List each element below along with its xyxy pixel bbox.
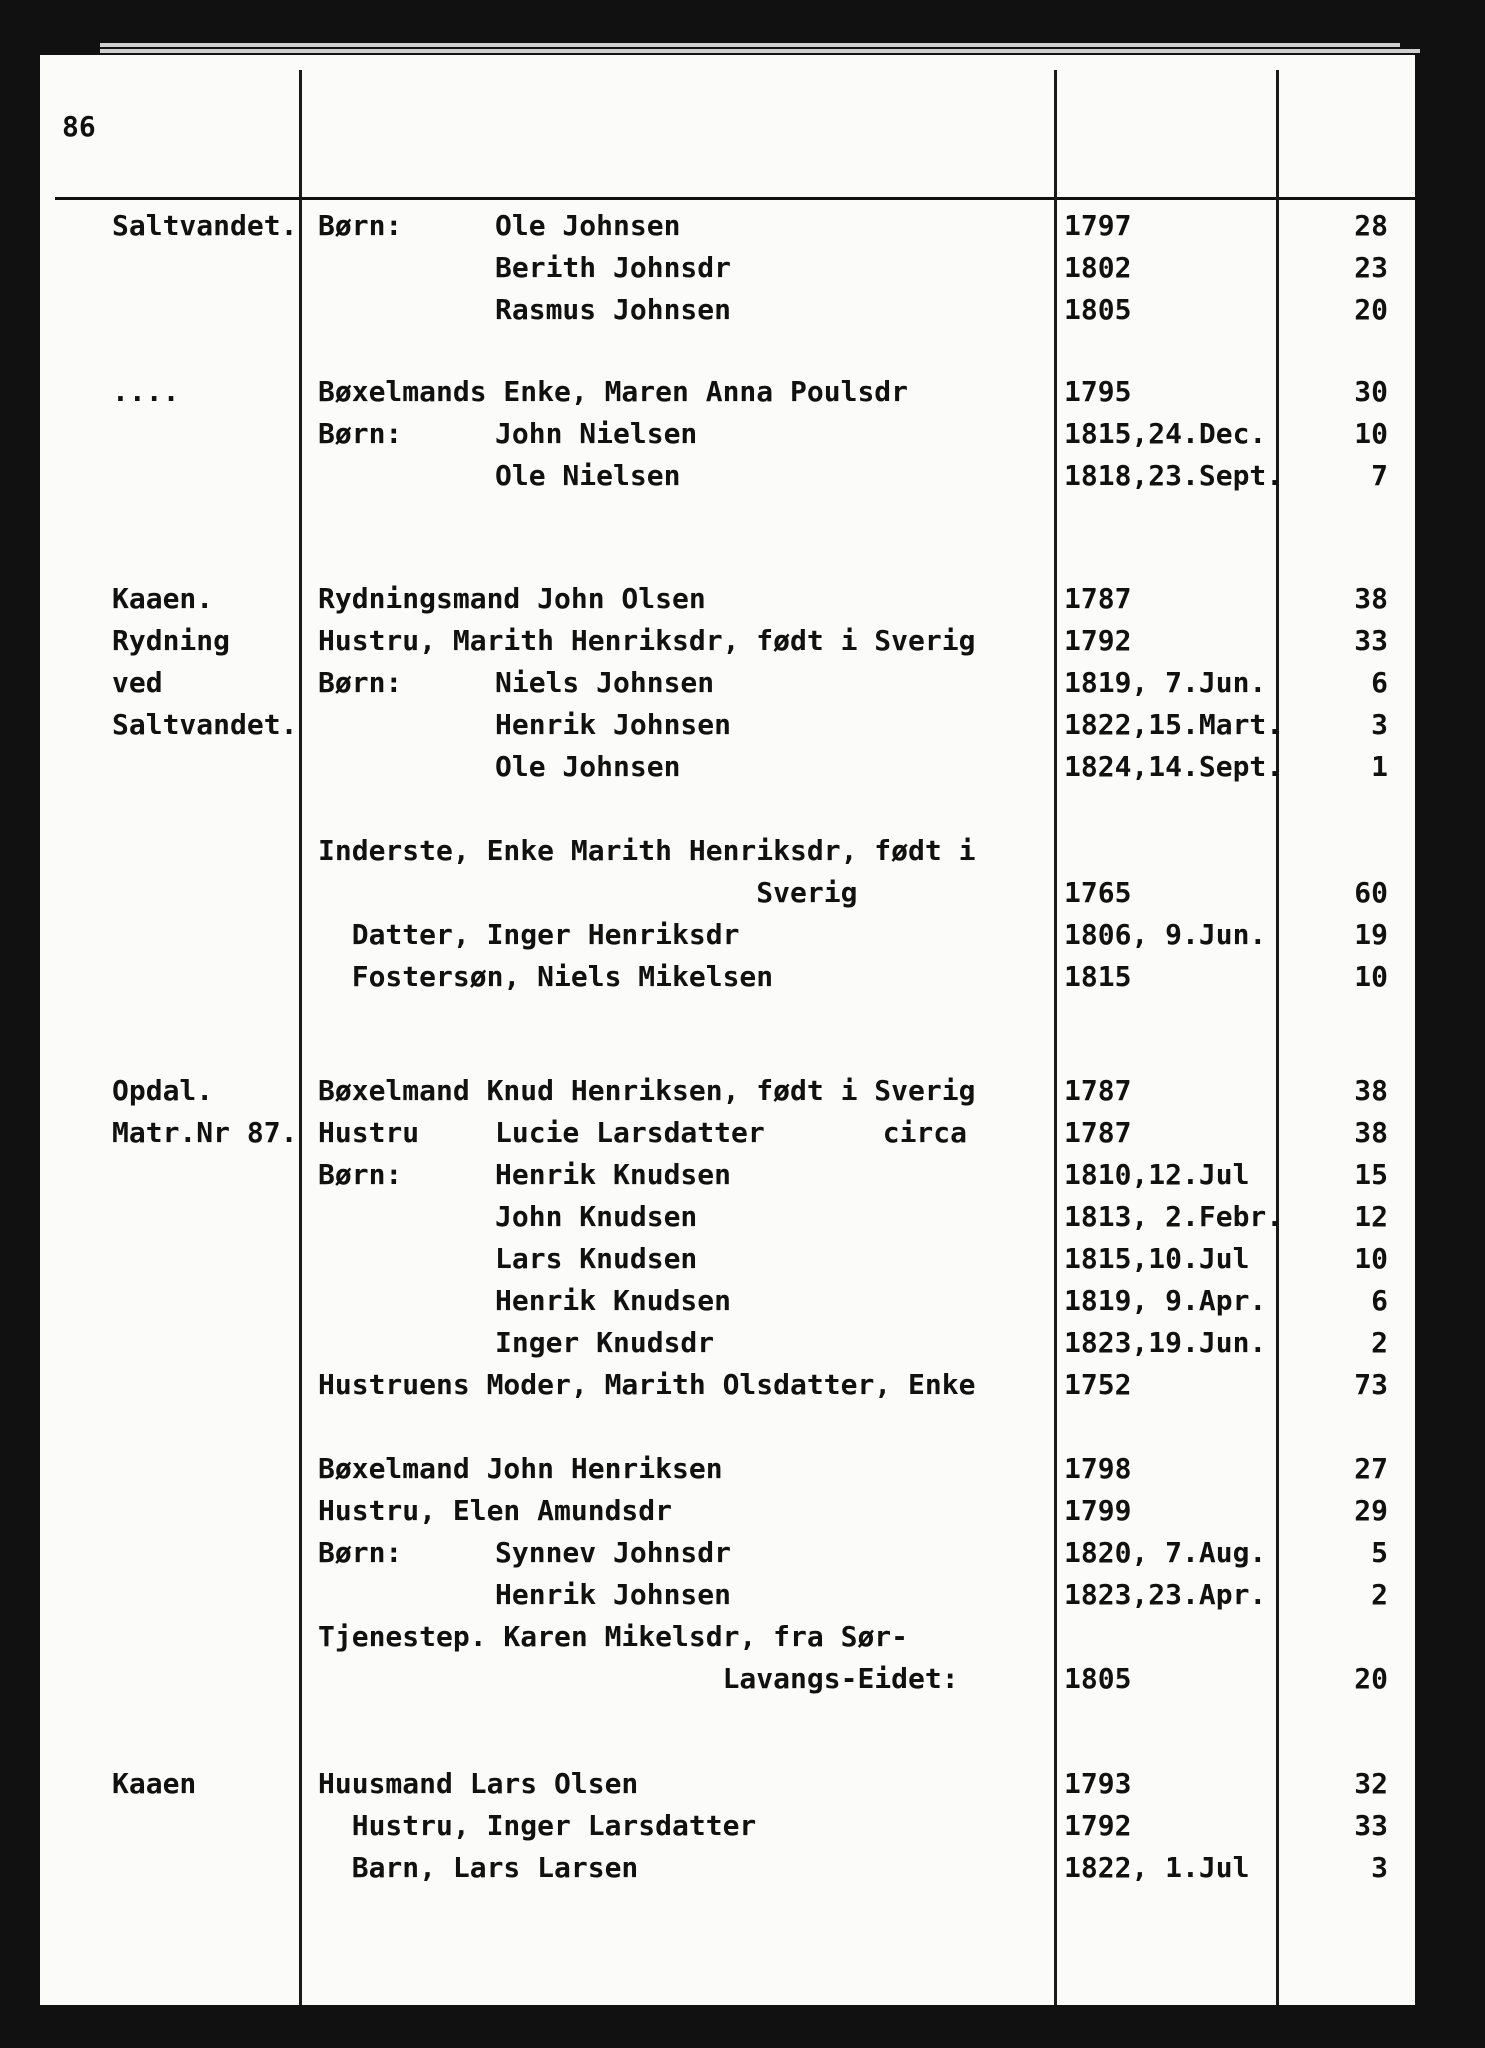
date-cell: 1805 xyxy=(1064,1662,1132,1695)
table-row xyxy=(40,1490,1415,1532)
age-cell: 60 xyxy=(1354,876,1388,909)
table-row xyxy=(40,1196,1415,1238)
table-row xyxy=(40,1364,1415,1406)
age-cell: 28 xyxy=(1354,209,1388,242)
age-cell: 5 xyxy=(1371,1536,1388,1569)
table-row xyxy=(40,1070,1415,1112)
table-row xyxy=(40,1280,1415,1322)
date-cell: 1815,10.Jul xyxy=(1064,1242,1250,1275)
date-cell: 1787 xyxy=(1064,582,1132,615)
role-cell: Tjenestep. Karen Mikelsdr, fra Sør- xyxy=(318,1620,909,1653)
table-row xyxy=(40,455,1415,497)
header-rule xyxy=(55,197,1415,200)
table-row xyxy=(40,1406,1415,1448)
date-cell: 1787 xyxy=(1064,1074,1132,1107)
age-cell: 6 xyxy=(1371,1284,1388,1317)
date-cell: 1819, 9.Apr. xyxy=(1064,1284,1267,1317)
place-cell: Saltvandet. xyxy=(112,708,298,741)
date-cell: 1823,19.Jun. xyxy=(1064,1326,1267,1359)
date-cell: 1792 xyxy=(1064,1809,1132,1842)
table-row xyxy=(40,1847,1415,1889)
age-cell: 33 xyxy=(1354,624,1388,657)
role-cell: Inderste, Enke Marith Henriksdr, født i xyxy=(318,834,976,867)
name-cell: Ole Johnsen xyxy=(495,750,681,783)
age-cell: 10 xyxy=(1354,960,1388,993)
age-cell: 32 xyxy=(1354,1767,1388,1800)
table-row xyxy=(40,1238,1415,1280)
age-cell: 7 xyxy=(1371,459,1388,492)
role-cell: Hustru, Marith Henriksdr, født i Sverig xyxy=(318,624,976,657)
age-cell: 19 xyxy=(1354,918,1388,951)
name-cell: Rasmus Johnsen xyxy=(495,293,732,326)
role-cell: Barn, Lars Larsen xyxy=(318,1851,639,1884)
age-cell: 29 xyxy=(1354,1494,1388,1527)
place-cell: .... xyxy=(112,375,180,408)
age-cell: 73 xyxy=(1354,1368,1388,1401)
name-cell: Ole Nielsen xyxy=(495,459,681,492)
table-row xyxy=(40,620,1415,662)
table-row xyxy=(40,1616,1415,1658)
place-cell: Rydning xyxy=(112,624,231,657)
place-cell: ved xyxy=(112,666,163,699)
date-cell: 1822,15.Mart. xyxy=(1064,708,1284,741)
name-cell: John Nielsen xyxy=(495,417,698,450)
date-cell: 1799 xyxy=(1064,1494,1132,1527)
role-cell: Bøxelmand Knud Henriksen, født i Sverig xyxy=(318,1074,976,1107)
role-cell: Børn: xyxy=(318,666,403,699)
age-cell: 23 xyxy=(1354,251,1388,284)
page-edge xyxy=(100,49,1420,53)
date-cell: 1815 xyxy=(1064,960,1132,993)
column-divider xyxy=(1054,70,1057,2005)
name-cell: John Knudsen xyxy=(495,1200,698,1233)
date-cell: 1802 xyxy=(1064,251,1132,284)
name-cell: Henrik Johnsen xyxy=(495,1578,732,1611)
table-row xyxy=(40,413,1415,455)
name-cell: Berith Johnsdr xyxy=(495,251,732,284)
table-row xyxy=(40,872,1415,914)
date-cell: 1824,14.Sept. xyxy=(1064,750,1284,783)
place-cell: Opdal. xyxy=(112,1074,214,1107)
table-row xyxy=(40,746,1415,788)
date-cell: 1820, 7.Aug. xyxy=(1064,1536,1267,1569)
age-cell: 3 xyxy=(1371,1851,1388,1884)
age-cell: 2 xyxy=(1371,1578,1388,1611)
date-cell: 1798 xyxy=(1064,1452,1132,1485)
role-cell: Børn: xyxy=(318,1536,403,1569)
date-cell: 1787 xyxy=(1064,1116,1132,1149)
place-cell: Kaaen xyxy=(112,1767,197,1800)
role-cell: Fostersøn, Niels Mikelsen xyxy=(318,960,774,993)
role-cell: Huusmand Lars Olsen xyxy=(318,1767,639,1800)
age-cell: 30 xyxy=(1354,375,1388,408)
date-cell: 1792 xyxy=(1064,624,1132,657)
age-cell: 20 xyxy=(1354,293,1388,326)
role-cell: Hustru xyxy=(318,1116,420,1149)
name-cell: Henrik Johnsen xyxy=(495,708,732,741)
table-row xyxy=(40,1154,1415,1196)
table-row xyxy=(40,830,1415,872)
age-cell: 3 xyxy=(1371,708,1388,741)
place-cell: Kaaen. xyxy=(112,582,214,615)
name-cell: Inger Knudsdr xyxy=(495,1326,715,1359)
date-cell: 1819, 7.Jun. xyxy=(1064,666,1267,699)
table-row xyxy=(40,1448,1415,1490)
age-cell: 38 xyxy=(1354,1116,1388,1149)
date-cell: 1765 xyxy=(1064,876,1132,909)
date-cell: 1797 xyxy=(1064,209,1132,242)
place-cell: Matr.Nr 87. xyxy=(112,1116,298,1149)
date-cell: 1793 xyxy=(1064,1767,1132,1800)
age-cell: 27 xyxy=(1354,1452,1388,1485)
place-cell: Saltvandet. xyxy=(112,209,298,242)
table-row xyxy=(40,662,1415,704)
column-divider xyxy=(299,70,302,2005)
date-cell: 1805 xyxy=(1064,293,1132,326)
table-row xyxy=(40,704,1415,746)
age-cell: 1 xyxy=(1371,750,1388,783)
table-row xyxy=(40,1720,1415,1762)
table-row xyxy=(40,578,1415,620)
age-cell: 15 xyxy=(1354,1158,1388,1191)
date-cell: 1752 xyxy=(1064,1368,1132,1401)
age-cell: 10 xyxy=(1354,1242,1388,1275)
name-cell: Ole Johnsen xyxy=(495,209,681,242)
name-cell: Niels Johnsen xyxy=(495,666,715,699)
table-row xyxy=(40,247,1415,289)
date-cell: 1813, 2.Febr. xyxy=(1064,1200,1284,1233)
table-row xyxy=(40,1532,1415,1574)
table-row xyxy=(40,1112,1415,1154)
age-cell: 6 xyxy=(1371,666,1388,699)
role-cell: Hustruens Moder, Marith Olsdatter, Enke xyxy=(318,1368,976,1401)
table-row xyxy=(40,1658,1415,1700)
role-cell: Hustru, Inger Larsdatter xyxy=(318,1809,757,1842)
role-cell: Rydningsmand John Olsen xyxy=(318,582,706,615)
table-row xyxy=(40,1322,1415,1364)
date-cell: 1818,23.Sept. xyxy=(1064,459,1284,492)
role-cell: Sverig xyxy=(318,876,858,909)
date-cell: 1795 xyxy=(1064,375,1132,408)
date-cell: 1823,23.Apr. xyxy=(1064,1578,1267,1611)
table-row xyxy=(40,956,1415,998)
age-cell: 38 xyxy=(1354,1074,1388,1107)
name-cell: Synnev Johnsdr xyxy=(495,1536,732,1569)
page-number: 86 xyxy=(62,110,96,143)
date-cell: 1822, 1.Jul xyxy=(1064,1851,1250,1884)
role-cell: Børn: xyxy=(318,1158,403,1191)
role-cell: Børn: xyxy=(318,417,403,450)
table-row xyxy=(40,205,1415,247)
age-cell: 20 xyxy=(1354,1662,1388,1695)
age-cell: 12 xyxy=(1354,1200,1388,1233)
column-divider xyxy=(1276,70,1279,2005)
role-cell: Bøxelmands Enke, Maren Anna Poulsdr xyxy=(318,375,909,408)
date-cell: 1806, 9.Jun. xyxy=(1064,918,1267,951)
table-row xyxy=(40,1574,1415,1616)
role-cell: Børn: xyxy=(318,209,403,242)
table-row xyxy=(40,371,1415,413)
age-cell: 38 xyxy=(1354,582,1388,615)
name-cell: Henrik Knudsen xyxy=(495,1158,732,1191)
date-cell: 1810,12.Jul xyxy=(1064,1158,1250,1191)
age-cell: 10 xyxy=(1354,417,1388,450)
page-edge xyxy=(100,43,1400,47)
date-cell: 1815,24.Dec. xyxy=(1064,417,1267,450)
table-row xyxy=(40,914,1415,956)
table-row xyxy=(40,289,1415,331)
register-page xyxy=(40,55,1415,2005)
name-cell: Henrik Knudsen xyxy=(495,1284,732,1317)
table-row xyxy=(40,1805,1415,1847)
role-cell: Hustru, Elen Amundsdr xyxy=(318,1494,673,1527)
table-row xyxy=(40,1763,1415,1805)
role-cell: Lavangs-Eidet: xyxy=(318,1662,959,1695)
age-cell: 2 xyxy=(1371,1326,1388,1359)
name-cell: Lars Knudsen xyxy=(495,1242,698,1275)
name-cell: Lucie Larsdatter circa xyxy=(495,1116,968,1149)
role-cell: Bøxelmand John Henriksen xyxy=(318,1452,723,1485)
role-cell: Datter, Inger Henriksdr xyxy=(318,918,740,951)
age-cell: 33 xyxy=(1354,1809,1388,1842)
